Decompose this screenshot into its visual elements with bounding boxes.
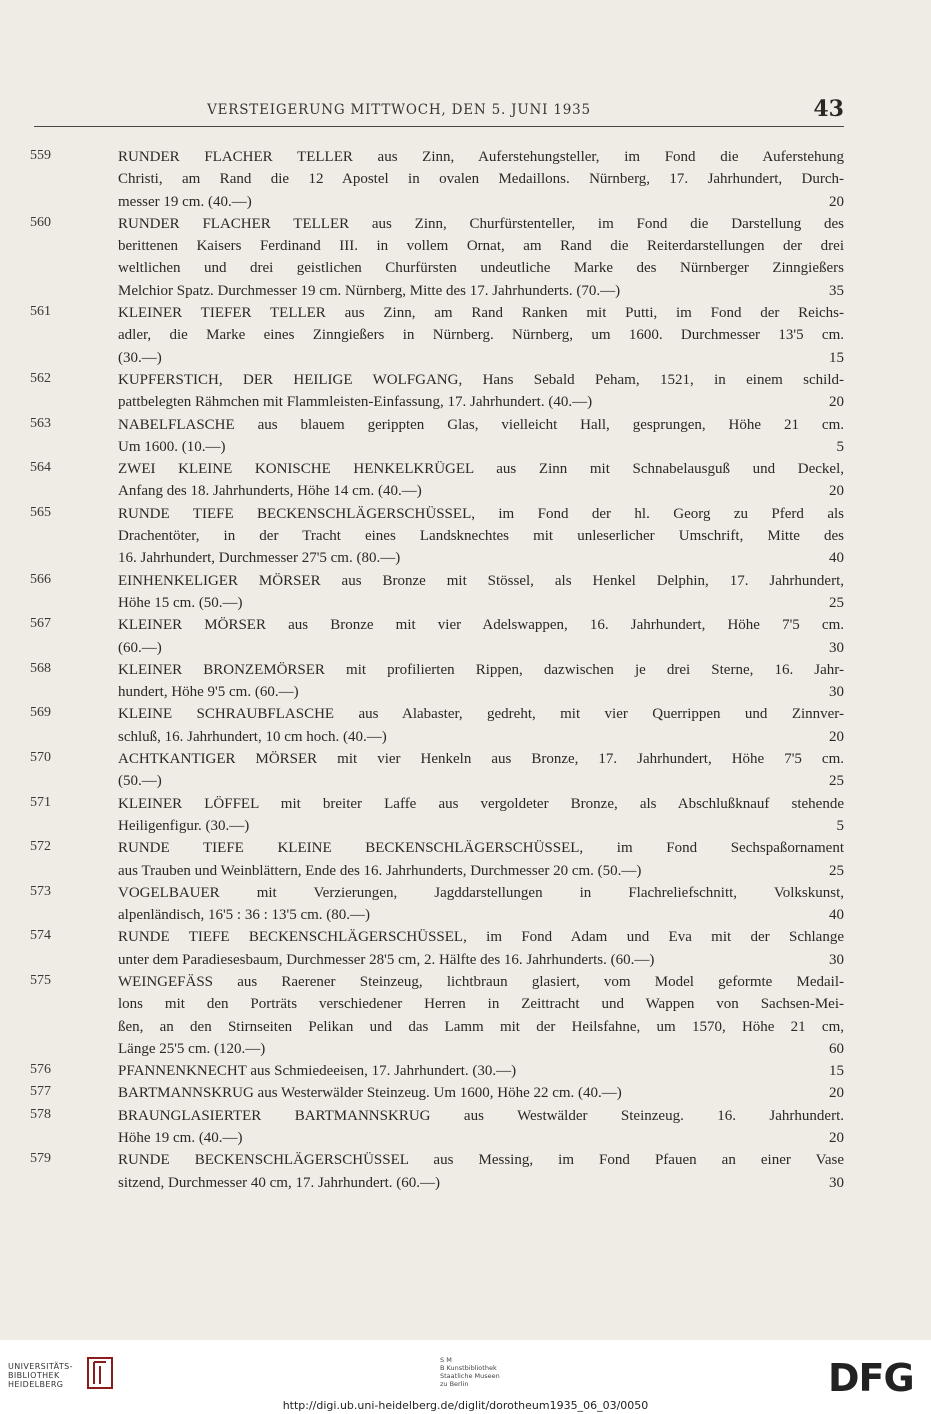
description-text: lons mit den Porträts verschiedener Herren in Zeittracht und Wappen von Sachsen-Mei- [118,996,844,1013]
description-text: PFANNENKNECHT aus Schmiedeeisen, 17. Jahrhundert. (30.—) [118,1063,517,1080]
description-line [118,436,844,458]
lot-entry [30,971,844,1060]
university-logo-icon [86,1356,114,1390]
page-number: 43 [813,96,844,122]
lot-entry [30,793,844,838]
lot-entry [30,1149,844,1194]
description-line [118,949,844,971]
lot-entry [30,1105,844,1150]
source-url-link[interactable]: http://digi.ub.uni-heidelberg.de/diglit/dorotheum1935_06_03/0050 [282,1399,649,1412]
description-line [118,547,844,569]
description-line [118,681,844,703]
lot-entry [30,882,844,927]
lot-price: 15 [829,1063,844,1080]
description-text: Anfang des 18. Jahrhunderts, Höhe 14 cm. (40.—) [118,483,422,500]
lot-description [118,703,844,748]
description-text: Heiligenfigur. (30.—) [118,817,250,834]
lot-number: 560 [30,214,51,230]
lot-entry [30,570,844,615]
lot-price: 5 [836,817,844,834]
lot-price: 20 [829,1130,844,1147]
description-line [118,860,844,882]
description-line [118,280,844,302]
lot-description [118,213,844,302]
lot-description [118,302,844,369]
page-footer [0,1340,931,1414]
lot-price: 20 [829,193,844,210]
lot-number: 575 [30,972,51,988]
description-text: Melchior Spatz. Durchmesser 19 cm. Nürnberg, Mitte des 17. Jahrhunderts. (70.—) [118,282,621,299]
description-text: Höhe 19 cm. (40.—) [118,1130,243,1147]
description-line [118,1082,844,1104]
lot-entry [30,503,844,570]
description-line [118,1016,844,1038]
lot-description [118,1105,844,1150]
description-text: KUPFERSTICH, DER HEILIGE WOLFGANG, Hans Sebald Peham, 1521, in einem schild- [118,371,844,388]
running-title: VERSTEIGERUNG MITTWOCH, DEN 5. JUNI 1935 [207,102,591,118]
description-text: RUNDER FLACHER TELLER aus Zinn, Churfürstenteller, im Fond die Darstellung des [118,215,844,232]
lot-description [118,882,844,927]
dfg-logo: DFG [828,1356,914,1400]
lot-number: 576 [30,1062,51,1078]
description-line [118,1127,844,1149]
lot-description [118,837,844,882]
description-text: KLEINER TIEFER TELLER aus Zinn, am Rand Ranken mit Putti, im Fond der Reichs- [118,305,844,322]
description-text: ZWEI KLEINE KONISCHE HENKELKRÜGEL aus Zinn mit Schnabelausguß und Deckel, [118,461,844,478]
description-line [118,659,844,681]
lot-description [118,458,844,503]
description-text: aus Trauben und Weinblättern, Ende des 16. Jahrhunderts, Durchmesser 20 cm. (50.—) [118,862,642,879]
lot-price: 15 [829,349,844,366]
lot-description [118,659,844,704]
lot-description [118,1149,844,1194]
description-text: messer 19 cm. (40.—) [118,193,252,210]
description-line [118,191,844,213]
lot-number: 578 [30,1106,51,1122]
lot-description [118,503,844,570]
lot-description [118,414,844,459]
lot-number: 559 [30,148,51,163]
lot-price: 25 [829,773,844,790]
description-line [118,503,844,525]
lot-number: 562 [30,370,51,386]
description-line [118,570,844,592]
description-text: Christi, am Rand die 12 Apostel in ovalen Medaillons. Nürnberg, 17. Jahrhundert, Durch- [118,171,844,188]
description-text: 16. Jahrhundert, Durchmesser 27'5 cm. (80.—) [118,550,401,567]
lot-price: 25 [829,862,844,879]
description-text: KLEINE SCHRAUBFLASCHE aus Alabaster, gedreht, mit vier Querrippen und Zinnver- [118,706,844,723]
description-line [118,1105,844,1127]
description-text: RUNDE TIEFE BECKENSCHLÄGERSCHÜSSEL, im Fond Adam und Eva mit der Schlange [118,929,844,946]
description-line [118,257,844,279]
description-line [118,414,844,436]
lot-price: 30 [829,1174,844,1191]
description-text: BRAUNGLASIERTER BARTMANNSKRUG aus Westwälder Steinzeug. 16. Jahrhundert. [118,1107,844,1124]
lot-entry [30,1082,844,1104]
description-line [118,971,844,993]
description-text: sitzend, Durchmesser 40 cm, 17. Jahrhundert. (60.—) [118,1174,441,1191]
description-text: schluß, 16. Jahrhundert, 10 cm hoch. (40.—) [118,728,387,745]
description-text: alpenländisch, 16'5 : 36 : 13'5 cm. (80.—) [118,907,371,924]
description-text: VOGELBAUER mit Verzierungen, Jagddarstellungen in Flachreliefschnitt, Volkskunst, [118,884,844,901]
description-text: hundert, Höhe 9'5 cm. (60.—) [118,684,299,701]
description-line [118,391,844,413]
description-text: ßen, an den Stirnseiten Pelikan und das Lamm mit der Heilsfahne, um 1570, Höhe 21 cm, [118,1018,844,1035]
description-text: (50.—) [118,773,162,790]
lot-description [118,1060,844,1082]
description-line [118,815,844,837]
description-text: BARTMANNSKRUG aus Westerwälder Steinzeug. Um 1600, Höhe 22 cm. (40.—) [118,1085,622,1102]
description-line [118,904,844,926]
lot-entry [30,837,844,882]
lot-number: 570 [30,750,51,766]
lot-number: 567 [30,616,51,632]
description-text: Drachentöter, in der Tracht eines Landsknechtes mit unleserlicher Umschrift, Mitte des [118,528,844,545]
description-line [118,347,844,369]
description-line [118,614,844,636]
description-line [118,235,844,257]
lot-number: 561 [30,304,51,320]
description-text: (60.—) [118,639,162,656]
description-line [118,168,844,190]
lot-description [118,146,844,213]
lot-number: 563 [30,415,51,431]
description-text: RUNDE TIEFE BECKENSCHLÄGERSCHÜSSEL, im Fond der hl. Georg zu Pferd als [118,505,844,522]
lot-price: 20 [829,728,844,745]
description-text: NABELFLASCHE aus blauem gerippten Glas, vielleicht Hall, gesprungen, Höhe 21 cm. [118,416,844,433]
description-line [118,1038,844,1060]
lot-entry [30,369,844,414]
lot-description [118,926,844,971]
lot-price: 35 [829,282,844,299]
description-text: adler, die Marke eines Zinngießers in Nürnberg. Nürnberg, um 1600. Durchmesser 13'5 cm. [118,327,844,344]
description-line [118,703,844,725]
lot-price: 30 [829,639,844,656]
description-text: RUNDE TIEFE KLEINE BECKENSCHLÄGERSCHÜSSEL, im Fond Sechspaßornament [118,840,844,857]
lot-description [118,1082,844,1104]
lot-number: 565 [30,504,51,520]
description-line [118,1060,844,1082]
description-text: Höhe 15 cm. (50.—) [118,594,243,611]
description-line [118,369,844,391]
description-line [118,480,844,502]
lot-entry [30,614,844,659]
lot-number: 577 [30,1084,51,1100]
lot-description [118,748,844,793]
lot-description [118,369,844,414]
description-line [118,837,844,859]
description-line [118,726,844,748]
lot-description [118,614,844,659]
lot-entry [30,926,844,971]
lot-description [118,793,844,838]
lot-price: 60 [829,1040,844,1057]
lot-number: 579 [30,1151,51,1167]
description-line [118,637,844,659]
lot-price: 30 [829,951,844,968]
description-line [118,882,844,904]
description-text: weltlichen und drei geistlichen Churfürsten undeutliche Marke des Nürnberger Zinngießers [118,260,844,277]
description-text: (30.—) [118,349,162,366]
lot-price: 5 [836,438,844,455]
description-line [118,324,844,346]
lot-price: 20 [829,394,844,411]
description-text: WEINGEFÄSS aus Raerener Steinzeug, lichtbraun glasiert, vom Model geformte Medail- [118,973,844,990]
description-text: RUNDE BECKENSCHLÄGERSCHÜSSEL aus Messing, im Fond Pfauen an einer Vase [118,1152,844,1169]
description-text: unter dem Paradiesesbaum, Durchmesser 28'5 cm, 2. Hälfte des 16. Jahrhunderts. (60.—) [118,951,655,968]
lot-price: 25 [829,594,844,611]
lot-entry [30,213,844,302]
description-text: EINHENKELIGER MÖRSER aus Bronze mit Stössel, als Henkel Delphin, 17. Jahrhundert, [118,572,844,589]
lot-price: 20 [829,1085,844,1102]
lot-number: 573 [30,883,51,899]
description-line [118,1149,844,1171]
description-line [118,926,844,948]
lot-number: 572 [30,839,51,855]
lot-number: 571 [30,794,51,810]
description-line [118,458,844,480]
description-text: RUNDER FLACHER TELLER aus Zinn, Auferstehungsteller, im Fond die Auferstehung [118,149,844,165]
lot-entry [30,146,844,213]
description-line [118,993,844,1015]
lot-price: 20 [829,483,844,500]
kunstbibliothek-credit: S M B Kunstbibliothek Staatliche Museen zu Berlin [440,1356,500,1388]
lot-description [118,971,844,1060]
lot-number: 568 [30,660,51,676]
lot-entry [30,748,844,793]
lot-number: 564 [30,460,51,476]
description-line [118,146,844,168]
lot-entry [30,1060,844,1082]
description-text: pattbelegten Rähmchen mit Flammleisten-Einfassung, 17. Jahrhundert. (40.—) [118,394,593,411]
lot-entry [30,414,844,459]
lot-price: 40 [829,907,844,924]
description-text: berittenen Kaisers Ferdinand III. in vollem Ornat, am Rand die Reiterdarstellungen der drei [118,238,844,255]
description-text: KLEINER LÖFFEL mit breiter Laffe aus vergoldeter Bronze, als Abschlußknauf stehende [118,795,844,812]
lot-description [118,570,844,615]
description-line [118,592,844,614]
description-line [118,213,844,235]
lot-number: 574 [30,928,51,944]
description-line [118,748,844,770]
lot-price: 30 [829,684,844,701]
header-rule [34,126,844,127]
lot-entry [30,302,844,369]
description-line [118,1172,844,1194]
description-line [118,302,844,324]
university-library-name: UNIVERSITÄTS- BIBLIOTHEK HEIDELBERG [8,1362,73,1389]
description-text: KLEINER MÖRSER aus Bronze mit vier Adelswappen, 16. Jahrhundert, Höhe 7'5 cm. [118,617,844,634]
description-text: ACHTKANTIGER MÖRSER mit vier Henkeln aus Bronze, 17. Jahrhundert, Höhe 7'5 cm. [118,751,844,768]
lot-number: 569 [30,705,51,721]
lot-list [30,146,844,1194]
description-text: KLEINER BRONZEMÖRSER mit profilierten Rippen, dazwischen je drei Sterne, 16. Jahr- [118,661,844,678]
lot-number: 566 [30,571,51,587]
lot-entry [30,659,844,704]
description-text: Um 1600. (10.—) [118,438,226,455]
lot-price: 40 [829,550,844,567]
lot-entry [30,703,844,748]
description-line [118,793,844,815]
description-line [118,525,844,547]
description-line [118,770,844,792]
description-text: Länge 25'5 cm. (120.—) [118,1040,266,1057]
lot-entry [30,458,844,503]
page-header [34,96,844,126]
